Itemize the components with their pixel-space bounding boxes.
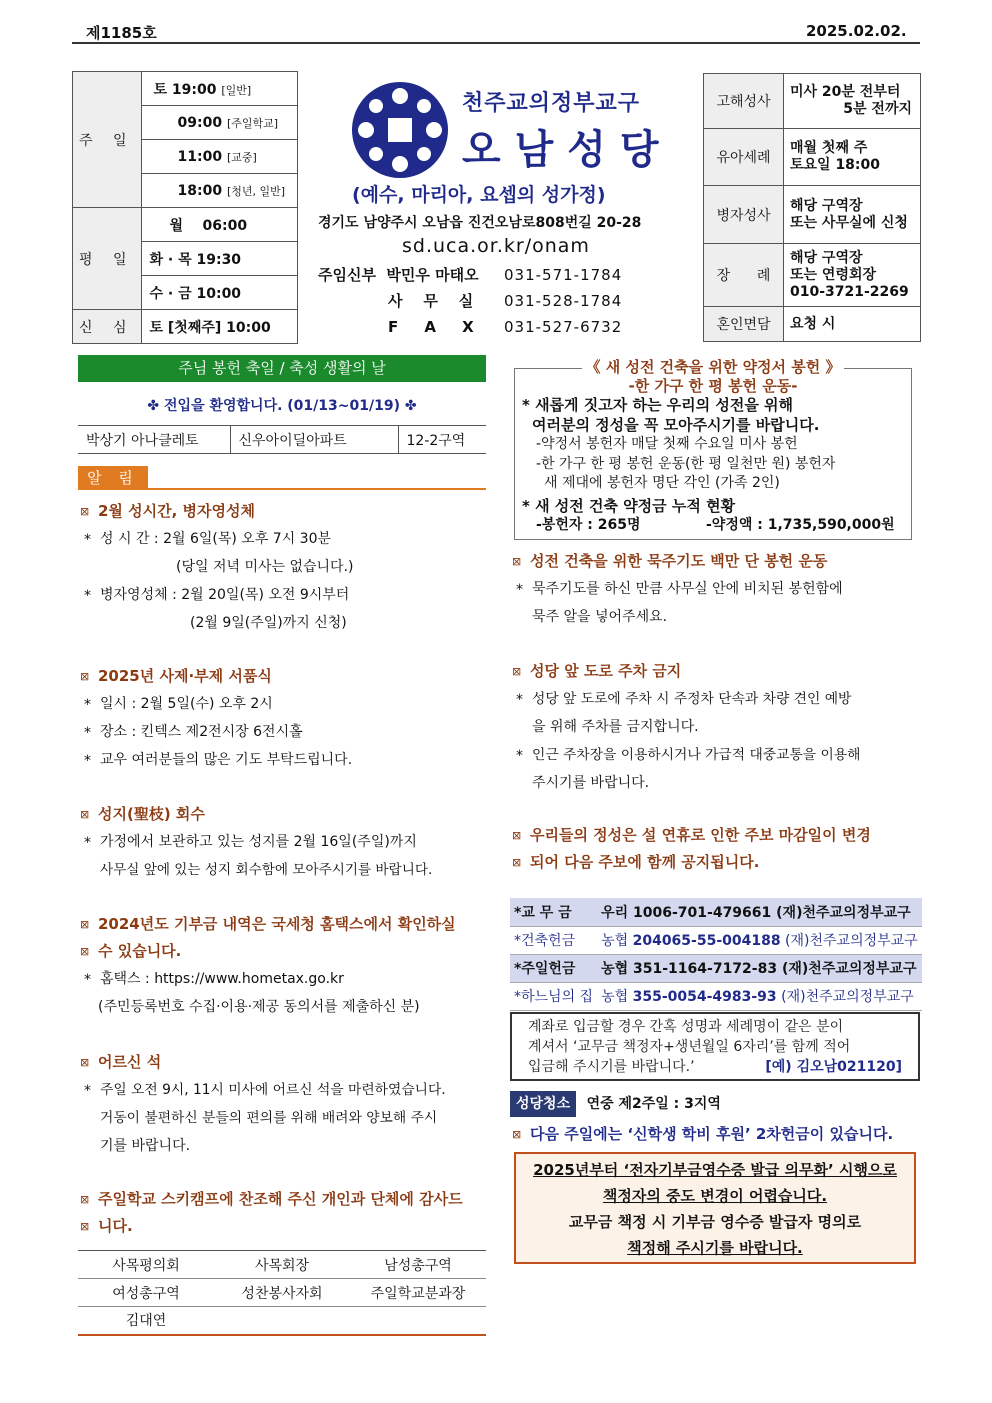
holy-family: (예수, 마리아, 요셉의 성가정)	[352, 184, 606, 206]
sacrament-table	[703, 73, 921, 342]
section-title-cont: ⊠ 되어 다음 주보에 함께 공지됩니다.	[510, 849, 920, 876]
section-title: ⊠ 어르신 석	[78, 1049, 492, 1076]
pledge-body: * 새롭게 짓고자 하는 우리의 성전을 위해 여러분의 정성을 꼭 모아주시기를 바랍니다. -약정서 봉헌자 매달 첫째 수요일 미사 봉헌 -한 가구 한 평 봉헌 운동(한 평 일천만 원) 봉헌자 새 제대에 봉헌자 명단 각인 (가족 2인) * 새 성전 건축 약정금 누적 현황 -봉헌자 : 265명 -약정액 : 1,735,590,000원	[522, 396, 895, 533]
notice-section	[510, 1121, 920, 1148]
section-title-cont: ⊠ 니다.	[78, 1213, 490, 1240]
notice-section	[78, 911, 490, 1021]
newcomer-address: 신우아이딜아파트	[230, 426, 398, 454]
sacrament-label: 고해성사	[704, 74, 784, 129]
schedule-time: 수 · 금 10:00	[141, 276, 297, 310]
pledge-title: 《 새 성전 건축을 위한 약정서 봉헌 》	[514, 356, 912, 377]
table-row	[78, 426, 486, 454]
list-item: 을 위해 주차를 금지합니다.	[532, 719, 699, 735]
notice-section	[510, 548, 920, 631]
church-website[interactable]: sd.uca.or.kr/onam	[402, 235, 590, 257]
list-item: * 병자영성체 : 2월 20일(목) 오전 9시부터	[78, 581, 490, 609]
table-row: 사목평의회 사목회장 남성총구역	[78, 1251, 486, 1279]
list-item: * 성 시 간 : 2월 6일(목) 오후 7시 30분	[78, 525, 490, 553]
sacrament-info: 미사 20분 전부터 5분 전까지	[784, 74, 921, 129]
table-row: *주일헌금 농협 351-1164-7172-83 (재)천주교의정부교구	[510, 954, 922, 982]
list-item: * 일시 : 2월 5일(수) 오후 2시	[78, 690, 490, 718]
notice-section	[510, 822, 920, 876]
sacrament-info: 요청 시	[784, 307, 921, 342]
receipt-notice-box: 2025년부터 ‘전자기부금영수증 발급 의무화’ 시행으로 책정자의 중도 변경이 어렵습니다. 교무금 책정 시 기부금 영수증 발급자 명의로 책정해 주시기를 바랍니다.	[514, 1152, 916, 1264]
schedule-time: 토 [첫째주] 10:00	[141, 310, 297, 344]
list-item: (주민등록번호 수집·이용·제공 동의서를 제출하신 분)	[98, 999, 420, 1015]
list-item: 사무실 앞에 있는 성지 회수함에 모아주시기를 바랍니다.	[100, 862, 433, 878]
notice-section	[78, 663, 490, 774]
section-title: ⊠ 성지(聖枝) 회수	[78, 801, 492, 828]
sacrament-label: 장 례	[704, 244, 784, 307]
notice-section	[78, 1186, 490, 1240]
table-row: 여성총구역 성찬봉사자회 주일학교분과장	[78, 1279, 486, 1307]
issue-date: 2025.02.02.	[806, 22, 907, 40]
parish-logo	[350, 80, 450, 180]
list-item: * 장소 : 킨텍스 제2전시장 6전시홀	[78, 718, 490, 746]
contact-row: F A X 031-527-6732	[388, 318, 623, 336]
cleaning-duty	[510, 1091, 721, 1117]
cleaning-value: 연중 제2주일 : 3지역	[586, 1096, 721, 1112]
notice-section	[78, 498, 490, 637]
contact-list	[318, 262, 622, 340]
sacrament-info: 해당 구역장 또는 사무실에 신청	[784, 186, 921, 244]
feast-banner: 주님 봉헌 축일 / 축성 생활의 날	[78, 355, 486, 382]
section-title: ⊠ 2025년 사제·부제 서품식	[78, 663, 490, 690]
mass-schedule-table	[72, 71, 298, 344]
pledge-subtitle: -한 가구 한 평 봉헌 운동-	[628, 377, 798, 395]
list-item: (당일 저녁 미사는 없습니다.)	[176, 559, 354, 575]
second-collection: ⊠ 다음 주일에는 ‘신학생 학비 후원’ 2차헌금이 있습니다.	[510, 1121, 920, 1148]
section-title: ⊠ 성전 건축을 위한 묵주기도 백만 단 봉헌 운동	[510, 548, 920, 575]
notice-label: 알 림	[78, 466, 148, 490]
church-name: 오남성당	[462, 127, 673, 173]
table-row: *교 무 금 우리 1006-701-479661 (재)천주교의정부교구	[510, 898, 922, 926]
section-title: ⊠ 성당 앞 도로 주차 금지	[510, 658, 920, 685]
schedule-group: 신 심	[73, 310, 142, 344]
list-item: 거동이 불편하신 분들의 편의를 위해 배려와 양보해 주시	[100, 1110, 438, 1126]
list-item: * 묵주기도를 하신 만큼 사무실 안에 비치된 봉헌함에	[510, 575, 920, 603]
schedule-time: 토 19:00 [일반]	[141, 72, 297, 106]
notice-section	[78, 1049, 492, 1160]
schedule-time: 11:00 [교중]	[141, 140, 297, 174]
sacrament-info: 해당 구역장 또는 연령회장 010-3721-2269	[784, 244, 921, 307]
issue-number: 제1185호	[86, 24, 157, 42]
list-item: * 교우 여러분들의 많은 기도 부탁드립니다.	[78, 746, 490, 774]
section-title: ⊠ 2월 성시간, 병자영성체	[78, 498, 490, 525]
newcomer-name: 박상기 아나클레토	[86, 432, 199, 449]
section-title-cont: ⊠ 수 있습니다.	[78, 938, 490, 965]
notice-section	[78, 801, 492, 884]
newcomer-district: 12-2구역	[398, 426, 486, 454]
section-title: ⊠ 주일학교 스키캠프에 찬조해 주신 개인과 단체에 감사드	[78, 1186, 490, 1213]
schedule-time: 화 · 목 19:30	[141, 242, 297, 276]
newcomer-table	[78, 425, 486, 454]
contact-row: 주임신부 박민우 마태오 031-571-1784	[318, 266, 623, 284]
table-row: *건축헌금 농협 204065-55-004188 (재)천주교의정부교구	[510, 926, 922, 954]
table-row: 김대연	[125, 1313, 167, 1330]
list-item: 주시기를 바랍니다.	[532, 775, 650, 791]
list-item: * 인근 주차장을 이용하시거나 가급적 대중교통을 이용해	[510, 741, 920, 769]
welcome-heading: ✤ 전입을 환영합니다. (01/13~01/19) ✤	[147, 398, 417, 414]
schedule-group: 주 일	[73, 72, 142, 208]
account-table	[510, 898, 922, 1011]
list-item: * 주일 오전 9시, 11시 미사에 어르신 석을 마련하였습니다.	[78, 1076, 492, 1104]
schedule-group: 평 일	[73, 208, 142, 310]
section-title: ⊠ 2024년도 기부금 내역은 국세청 홈택스에서 확인하실	[78, 911, 490, 938]
sacrament-label: 혼인면담	[704, 307, 784, 342]
list-item: 묵주 알을 넣어주세요.	[532, 609, 668, 625]
sacrament-label: 유아세례	[704, 129, 784, 186]
list-item: * 가정에서 보관하고 있는 성지를 2월 16일(주일)까지	[78, 828, 492, 856]
section-title: ⊠ 우리들의 정성은 설 연휴로 인한 주보 마감일이 변경	[510, 822, 920, 849]
deposit-note: 계좌로 입금할 경우 간혹 성명과 세례명이 같은 분이 계셔서 ‘교무금 책정자+생년월일 6자리’를 함께 적어 입금해 주시기를 바랍니다.’ [예) 김오남021120]	[510, 1012, 920, 1081]
list-item: (2월 9일(주일)까지 신청)	[190, 615, 347, 631]
list-item: * 홈택스 : https://www.hometax.go.kr	[78, 965, 490, 993]
list-item: * 성당 앞 도로에 주차 시 주정차 단속과 차량 견인 예방	[510, 685, 920, 713]
contributors-table	[78, 1250, 486, 1336]
schedule-time: 09:00 [주일학교]	[141, 106, 297, 140]
church-address: 경기도 남양주시 오남읍 진건오남로808번길 20-28	[318, 215, 642, 231]
schedule-time: 월 06:00	[141, 208, 297, 242]
schedule-time: 18:00 [청년, 일반]	[141, 174, 297, 208]
sacrament-info: 매월 첫째 주 토요일 18:00	[784, 129, 921, 186]
table-row: *하느님의 집 농협 355-0054-4983-93 (재)천주교의정부교구	[510, 982, 922, 1010]
notice-header	[78, 466, 486, 490]
cleaning-label: 성당청소	[510, 1091, 576, 1117]
diocese-name: 천주교의정부교구	[462, 91, 641, 116]
notice-section	[510, 658, 920, 797]
contact-row: 사 무 실 031-528-1784	[388, 292, 623, 310]
sacrament-label: 병자성사	[704, 186, 784, 244]
list-item: 기를 바랍니다.	[100, 1138, 191, 1154]
divider	[72, 42, 920, 44]
